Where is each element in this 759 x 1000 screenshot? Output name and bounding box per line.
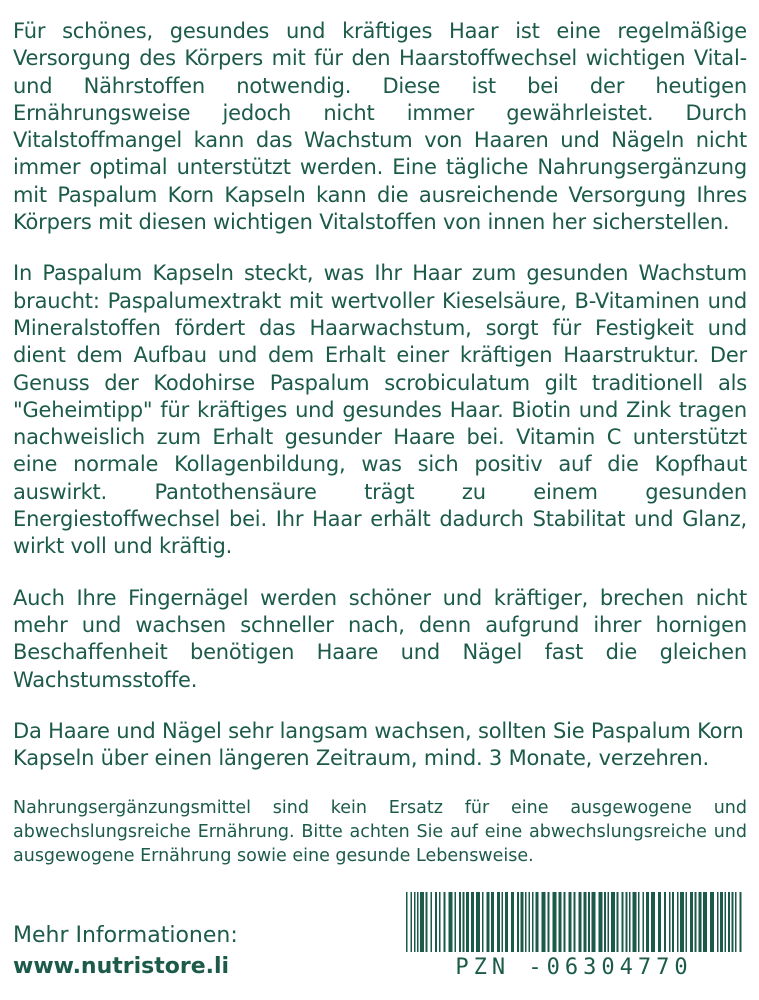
barcode-bars — [404, 892, 744, 952]
barcode-bar — [584, 892, 587, 952]
barcode-bar — [611, 892, 615, 952]
barcode-bar — [617, 892, 619, 952]
barcode-bar — [740, 892, 742, 952]
barcode-bar — [559, 892, 562, 952]
barcode-bar — [406, 892, 408, 952]
footer-info — [13, 920, 238, 982]
barcode-bar — [487, 892, 490, 952]
barcode-bar — [703, 892, 707, 952]
barcode-bar — [699, 892, 702, 952]
barcode-bar — [466, 892, 469, 952]
barcode-bar — [521, 892, 524, 952]
barcode-bar — [677, 892, 679, 952]
barcode-bar — [497, 892, 500, 952]
barcode-bar — [728, 892, 730, 952]
barcode-bar — [417, 892, 419, 952]
barcode-bar — [643, 892, 645, 952]
barcode-bar — [604, 892, 606, 952]
barcode-bar — [658, 892, 661, 952]
barcode-bar — [608, 892, 610, 952]
barcode-bar — [735, 892, 737, 952]
paragraph-intro: Für schönes, gesundes und kräftiges Haar ist eine regelmäßige Versorgung des Körpers mit für den Haarstoffwechsel wichtigen Vital- und Nährstoffen notwendig. Diese ist bei der heutigen Ernährungsweise jedoch nicht immer gewährleistet. Durch Vitalstoffmangel kann das Wachstum von Haaren und Nägeln nicht immer optimal unterstützt werden. Eine tägliche Nahrungsergänzung mit Paspalum Korn Kapseln kann die ausreichende Versorgung Ihres Körpers mit diesen wichtigen Vitalstoffen von innen her sicherstellen. — [13, 19, 747, 235]
barcode-bar — [529, 892, 531, 952]
barcode-bar — [717, 892, 719, 952]
barcode-bar — [444, 892, 446, 952]
barcode-bar — [672, 892, 674, 952]
website-link[interactable]: www.nutristore.li — [13, 954, 230, 979]
barcode-bar — [525, 892, 527, 952]
barcode-bar — [459, 892, 461, 952]
barcode-bar — [725, 892, 727, 952]
barcode-bar — [532, 892, 534, 952]
barcode-bar — [664, 892, 666, 952]
more-info-label: Mehr Informationen: — [13, 923, 238, 948]
barcode-bar — [476, 892, 480, 952]
barcode-bar — [517, 892, 519, 952]
barcode-bar — [579, 892, 582, 952]
barcode-bar — [588, 892, 590, 952]
barcode-bar — [414, 892, 416, 952]
barcode-bar — [420, 892, 424, 952]
barcode-bar — [592, 892, 596, 952]
barcode-bar — [651, 892, 655, 952]
barcode-bar — [646, 892, 649, 952]
barcode-bar — [553, 892, 557, 952]
product-description — [13, 18, 747, 868]
barcode-bar — [720, 892, 723, 952]
barcode-bar — [439, 892, 441, 952]
disclaimer-text: Nahrungsergänzungsmittel sind kein Ersatz für eine ausgewogene und abwechslungsreiche Ernährung. Bitte achten Sie auf eine abwechslungsreiche und ausgewogene Ernährung sowie eine gesunde Lebensweise. — [13, 798, 747, 867]
barcode-bar — [482, 892, 484, 952]
barcode-bar — [536, 892, 539, 952]
barcode-bar — [471, 892, 474, 952]
barcode-bar — [411, 892, 413, 952]
barcode-bar — [435, 892, 437, 952]
barcode-bar — [638, 892, 640, 952]
barcode-bar — [449, 892, 453, 952]
paragraph-ingredients: In Paspalum Kapseln steckt, was Ihr Haar zum gesunden Wachstum braucht: Paspalumextrakt mit wertvoller Kieselsäure, B-Vitaminen und Mineralstoffen fördert das Haarwachstum, sorgt für Festigkeit und dient dem Aufbau und dem Erhalt einer kräftigen Haarstruktur. Der Genuss der Kodohirse Paspalum scrobiculatum gilt traditionell als "Geheimtipp" für kräftiges und gesundes Haar. Biotin und Zink tragen nachweislich zum Erhalt gesunder Haare bei. Vitamin C unterstützt eine normale Kollagenbildung, was sich positiv auf die Kopfhaut auswirkt. Pantothensäure trägt zu einem gesunden Energiestoffwechsel bei. Ihr Haar erhält dadurch Stabilitat und Glanz, wirkt voll und kräftig. — [13, 261, 747, 559]
barcode-bar — [542, 892, 546, 952]
barcode-bar — [680, 892, 684, 952]
barcode-bar — [695, 892, 697, 952]
barcode-bar — [564, 892, 566, 952]
pzn-number: PZN -06304770 — [455, 955, 693, 980]
barcode-bar — [669, 892, 671, 952]
barcode-bar — [511, 892, 514, 952]
barcode-bar — [574, 892, 576, 952]
barcode-bar — [455, 892, 457, 952]
barcode-bar — [710, 892, 714, 952]
barcode-bar — [633, 892, 637, 952]
barcode-bar — [426, 892, 428, 952]
barcode-bar — [569, 892, 572, 952]
barcode-bar — [548, 892, 550, 952]
barcode-bar — [690, 892, 693, 952]
barcode-bar — [599, 892, 603, 952]
barcode-bar — [463, 892, 465, 952]
barcode-bar — [686, 892, 688, 952]
barcode-bar — [491, 892, 494, 952]
paragraph-nails: Auch Ihre Fingernägel werden schöner und kräftiger, brechen nicht mehr und wachsen schneller nach, denn aufgrund ihrer hornigen Beschaffenheit benötigen Haare und Nägel fast die gleichen Wachstumsstoffe. — [13, 585, 747, 692]
barcode-bar — [626, 892, 628, 952]
barcode-bar — [629, 892, 631, 952]
barcode-bar — [505, 892, 508, 952]
barcode-bar — [732, 892, 734, 952]
paragraph-usage: Da Haare und Nägel sehr langsam wachsen, sollten Sie Paspalum Korn Kapseln über einen längeren Zeitraum, mind. 3 Monate, verzehren. — [13, 718, 744, 771]
barcode-bar — [431, 892, 433, 952]
barcode-bar — [622, 892, 624, 952]
barcode-bar — [502, 892, 504, 952]
